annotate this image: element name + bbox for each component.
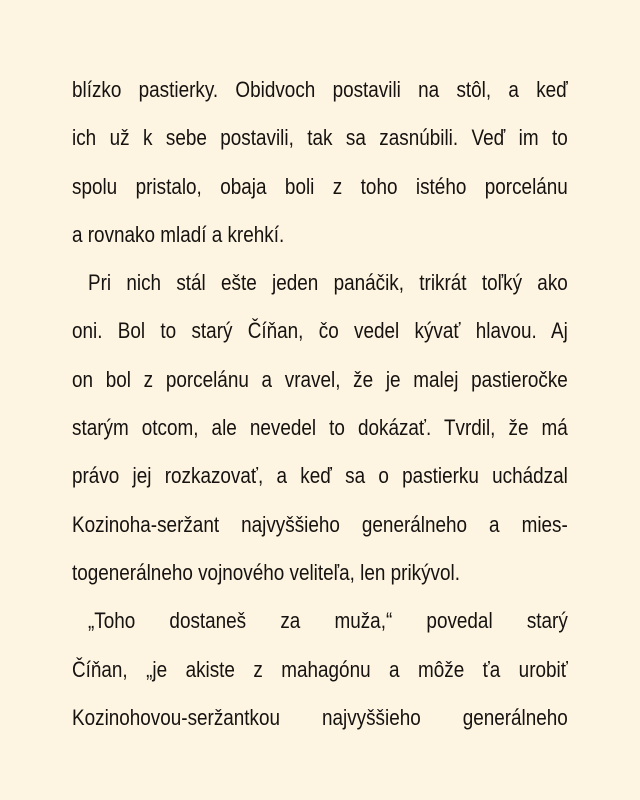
- text-line: právo jej rozkazovať, a keď sa o pastierku uchádzal: [72, 463, 568, 489]
- text-line: Číňan, „je akiste z mahagónu a môže ťa urobiť: [72, 656, 568, 682]
- text-line: „Toho dostaneš za muža,“ povedal starý: [87, 608, 568, 634]
- text-line: spolu pristalo, obaja boli z toho istého porcelánu: [72, 173, 568, 199]
- book-page: [72, 66, 568, 742]
- text-line: a rovnako mladí a krehkí.: [72, 221, 285, 247]
- paragraph-3: [72, 597, 568, 742]
- paragraph-1: [72, 66, 568, 259]
- text-line: Kozinohovou-seržantkou najvyššieho generálneho: [72, 704, 568, 730]
- text-line: ich už k sebe postavili, tak sa zasnúbili. Veď im to: [72, 125, 568, 151]
- text-line: Pri nich stál ešte jeden panáčik, trikrát toľký ako: [87, 270, 568, 296]
- text-line: oni. Bol to starý Číňan, čo vedel kývať hlavou. Aj: [72, 318, 568, 344]
- paragraph-2: [72, 259, 568, 597]
- text-line: on bol z porcelánu a vravel, že je malej pastieročke: [72, 366, 568, 392]
- text-line: starým otcom, ale nevedel to dokázať. Tvrdil, že má: [72, 415, 568, 441]
- text-line: togenerálneho vojnového veliteľa, len prikývol.: [72, 559, 460, 585]
- text-line: Kozinoha-seržant najvyššieho generálneho a mies-: [72, 511, 568, 537]
- text-line: blízko pastierky. Obidvoch postavili na stôl, a keď: [72, 77, 568, 102]
